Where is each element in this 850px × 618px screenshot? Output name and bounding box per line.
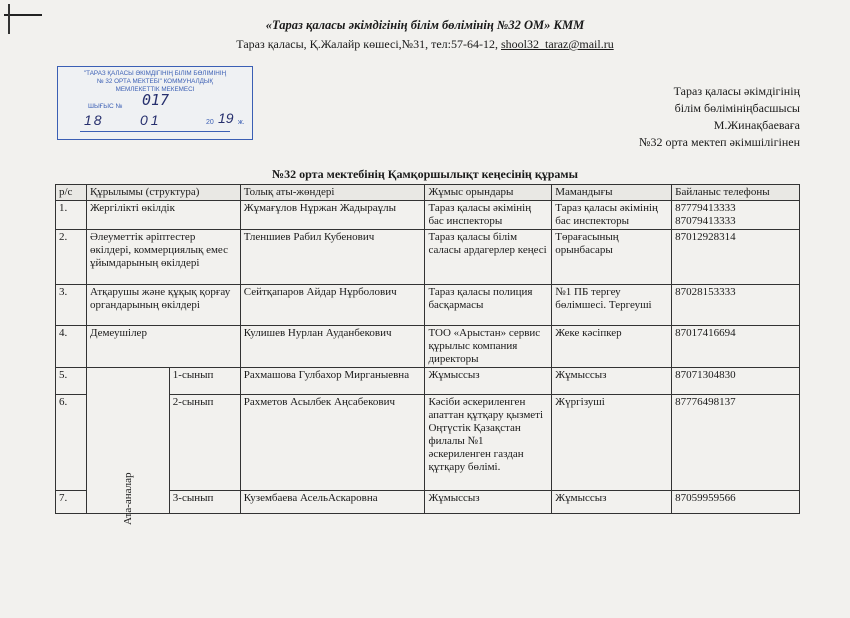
organization-title: «Тараз қаласы әкімдігінің білім бөлімінің №32 ОМ» КММ — [265, 18, 585, 32]
addressee-line-3: М.Жинақбаеваға — [713, 118, 800, 132]
row-name: Кузембаева АсельАскаровна — [240, 491, 425, 514]
stamp-year-suffix: ж. — [238, 119, 245, 126]
email-link[interactable]: shool32_taraz@mail.ru — [501, 37, 614, 51]
row-workplace: Тараз қаласы полиция басқармасы — [425, 285, 552, 326]
address-text: Тараз қаласы, Қ.Жалайр көшесі,№31, тел:57-64-12, — [236, 37, 498, 51]
row-phone: 87028153333 — [672, 285, 800, 326]
row-number: 4. — [56, 326, 87, 368]
table-row — [56, 230, 800, 285]
row-name: Тленшиев Рабил Кубенович — [240, 230, 425, 285]
council-table — [55, 184, 800, 525]
stamp-line-2: № 32 ОРТА МЕКТЕБІ" КОММУНАЛДЫҚ — [96, 78, 214, 85]
header-position: Мамандығы — [552, 185, 672, 201]
row-position: Жеке кәсіпкер — [552, 326, 672, 368]
stamp-year-prefix: 20 — [206, 119, 214, 126]
row-position: Тараз қаласы әкімінің бас инспекторы — [552, 201, 672, 230]
row-structure: Демеушілер — [86, 326, 240, 368]
row-number: 7. — [56, 491, 87, 514]
row-name: Рахметов Асылбек Аңсабекович — [240, 395, 425, 491]
row-position: Жұмыссыз — [552, 491, 672, 514]
row-workplace: Тараз қаласы білім саласы ардагерлер кеңесі — [425, 230, 552, 285]
row-phone: 87071304830 — [672, 368, 800, 395]
addressee-line-1: Тараз қаласы әкімдігінің — [673, 84, 800, 98]
row-grade: 2-сынып — [169, 395, 240, 491]
stamp-day: 18 — [84, 112, 104, 128]
row-position: Жұмыссыз — [552, 368, 672, 395]
addressee-block — [639, 83, 800, 151]
table-row — [56, 368, 800, 395]
row-name: Кулишев Нурлан Ауданбекович — [240, 326, 425, 368]
row-structure: Жергілікті өкілдік — [86, 201, 240, 230]
stamp-line-3: МЕМЛЕКЕТТІК МЕКЕМЕСІ — [115, 86, 195, 93]
row-position: Жүргізуші — [552, 395, 672, 491]
row-number: 5. — [56, 368, 87, 395]
row-number: 6. — [56, 395, 87, 491]
stamp-line-1: "ТАРАЗ ҚАЛАСЫ ӘКІМДІГІНІҢ БІЛІМ БӨЛІМІНІҢ — [83, 70, 227, 77]
header-workplace: Жұмыс орындары — [425, 185, 552, 201]
row-position: №1 ПБ тергеу бөлімшесі. Тергеуші — [552, 285, 672, 326]
row-number: 1. — [56, 201, 87, 230]
stamp-reg-label: ШЫҒЫС № — [88, 103, 123, 110]
table-row — [56, 326, 800, 368]
row-grade: 1-сынып — [169, 368, 240, 395]
row-phone: 87776498137 — [672, 395, 800, 491]
row-name: Сейтқапаров Айдар Нұрболович — [240, 285, 425, 326]
row-number: 2. — [56, 230, 87, 285]
stamp-reg-number: 017 — [142, 91, 170, 109]
row-name: Рахмашова Гулбахор Мирганыевна — [240, 368, 425, 395]
row-number: 3. — [56, 285, 87, 326]
row-phone: 87059959566 — [672, 491, 800, 514]
table-header-row — [56, 185, 800, 201]
row-workplace: ТОО «Арыстан» сервис құрылыс компания директоры — [425, 326, 552, 368]
header-number: р/с — [56, 185, 87, 201]
row-workplace: Кәсіби әскериленген апаттан құтқару қызметі Оңтүстік Қазақстан филалы №1 әскериленген газдан құтқару бөлімі. — [425, 395, 552, 491]
addressee-line-4: №32 орта мектеп әкімшілігінен — [639, 135, 800, 149]
row-phone: 87017416694 — [672, 326, 800, 368]
row-name: Жұмағұлов Нұржан Жадыраұлы — [240, 201, 425, 230]
parents-label: Ата-аналар — [121, 471, 134, 525]
stamp-underline — [80, 131, 230, 132]
stamp-year: 19 — [218, 110, 234, 126]
row-position: Төрағасының орынбасары — [552, 230, 672, 285]
header-structure: Құрылымы (структура) — [86, 185, 240, 201]
addressee-line-2: білім бөлімініңбасшысы — [674, 101, 800, 115]
parents-group-cell — [86, 368, 169, 525]
header-full-name: Толық аты-жөндері — [240, 185, 425, 201]
row-phone: 87779413333 87079413333 — [672, 201, 800, 230]
row-grade: 3-сынып — [169, 491, 240, 514]
organization-address — [0, 37, 850, 52]
row-structure: Әлеуметтік әріптестер өкілдері, коммерциялық емес ұйымдарының өкілдері — [86, 230, 240, 285]
table-title: №32 орта мектебінің Қамқоршылықт кеңесінің құрамы — [272, 167, 578, 181]
row-workplace: Жұмыссыз — [425, 491, 552, 514]
row-workplace: Тараз қаласы әкімінің бас инспекторы — [425, 201, 552, 230]
header-phone: Байланыс телефоны — [672, 185, 800, 201]
table-row — [56, 201, 800, 230]
row-phone: 87012928314 — [672, 230, 800, 285]
row-structure: Атқарушы және құқық қорғау органдарының өкілдері — [86, 285, 240, 326]
table-row — [56, 285, 800, 326]
row-workplace: Жұмыссыз — [425, 368, 552, 395]
outgoing-stamp — [57, 66, 253, 140]
stamp-month: 01 — [140, 112, 162, 128]
